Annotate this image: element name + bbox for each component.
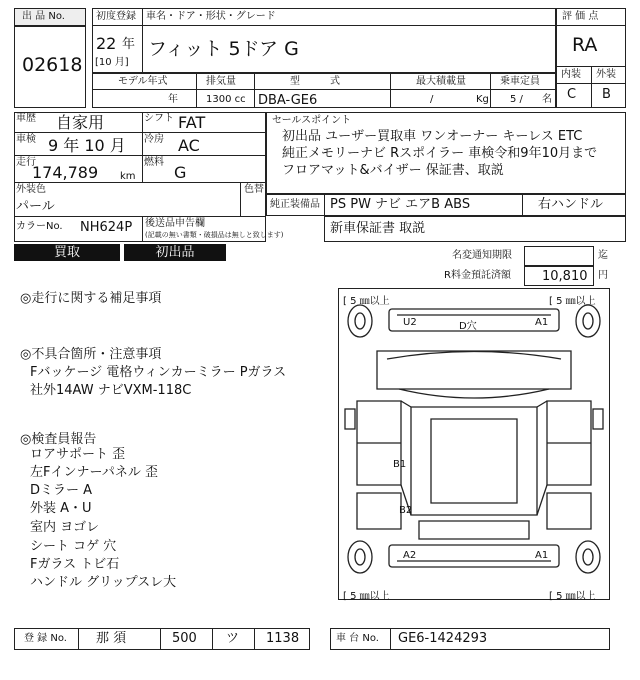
color-no-value: NH624P [80,220,133,235]
ac-label: 冷房 [144,134,164,145]
sales-line-1: 初出品 ユーザー買取車 ワンオーナー キーレス ETC [282,129,583,144]
equipment-value: PS PW ナビ エアB ABS [330,197,471,212]
recycle-value: 10,810 [542,269,588,284]
damage-front-center: D穴 [459,321,477,332]
damage-front-left: U2 [403,317,417,328]
chassis-number: GE6-1424293 [398,631,488,646]
exterior-label: 外装 [596,69,616,80]
displacement-label: 排気量 [206,76,236,87]
mileage-value: 174,789 [32,163,99,182]
registration-number: 1138 [266,631,300,646]
damage-rear-right: A1 [535,550,549,561]
damage-front-right: A1 [535,317,549,328]
aftermarket-label: 後送品申告欄 [145,218,205,229]
registration-class: 500 [172,631,197,646]
ac-value: AC [178,136,200,155]
mileage-label: 走行 [16,157,36,168]
registration-area: 那 須 [96,631,127,646]
displacement-value: 1300 cc [206,94,246,105]
fuel-label: 燃料 [144,157,164,168]
color-change-label: 色替 [244,184,264,195]
car-label: 車名・ドア・形状・グレード [146,11,276,22]
chassis-label: 車 台 No. [336,633,379,644]
capacity-separator: / [430,94,434,105]
sales-line-2: 純正メモリーナビ Rスポイラー 車検令和9年10月まで [282,146,598,161]
registration-label: 登 録 No. [24,633,67,644]
report-line-7: Fガラス トビ石 [30,557,120,572]
sales-line-3: フロアマット&バイザー 保証書、取説 [282,163,504,178]
history-value: 自家用 [56,113,105,132]
defects-title: ◎不具合箇所・注意事項 [20,347,162,362]
damage-side-b2: B2 [399,505,413,516]
model-year-label: モデル年式 [118,76,168,87]
notify-unit: 迄 [598,250,608,261]
report-line-4: 外装 A・U [30,501,92,516]
exterior-grade: B [602,87,611,102]
reg-year: 22 [96,34,117,53]
tag-purchase: 買取 [14,244,120,261]
tire-rear-left-depth: [ 5 ㎜以上 [343,591,390,602]
reg-year-unit: 年 [122,37,136,52]
interior-grade: C [567,87,577,102]
reg-month: [10 月] [95,57,129,68]
fuel-value: G [174,163,187,182]
aftermarket-note: (記載の無い書類・破損品は無しと致します) [145,231,284,239]
seats-value: 5 / [510,94,523,105]
report-line-3: Dミラー A [30,483,93,498]
lot-number: 02618 [22,54,83,76]
report-line-6: シート コゲ 穴 [30,539,117,554]
report-line-1: ロアサポート 歪 [30,447,126,462]
steering-side: 右ハンドル [538,197,604,212]
interior-label: 内装 [561,69,581,80]
equipment-label: 純正装備品 [270,199,320,210]
report-line-5: 室内 ヨゴレ [30,520,100,535]
seats-unit: 名 [542,94,552,105]
car-outline [339,289,609,599]
driving-notes-title: ◎走行に関する補足事項 [20,291,162,306]
score-value: RA [572,34,598,56]
report-line-8: ハンドル グリップスレ大 [30,575,177,590]
tire-front-right-depth: [ 5 ㎜以上 [549,296,596,307]
inspection-label: 車検 [16,134,36,145]
recycle-unit: 円 [598,270,608,281]
shift-label: シフト [144,113,174,124]
reg-label: 初度登録 [96,11,136,22]
shift-value: FAT [178,113,206,132]
defect-line-2: 社外14AW ナビVXM-118C [30,383,192,398]
inspection-value: 9 年 10 月 [48,136,126,155]
ext-color-value: パール [16,199,55,214]
aftermarket-value: 新車保証書 取説 [330,221,426,236]
tag-first-listing: 初出品 [124,244,226,261]
type-value: DBA-GE6 [258,93,318,108]
capacity-label: 最大積載量 [416,76,466,87]
damage-diagram [338,288,610,600]
ext-color-label: 外装色 [16,184,46,195]
tire-front-left-depth: [ 5 ㎜以上 [343,296,390,307]
registration-kana: ツ [226,631,240,646]
mileage-unit: km [120,171,136,182]
lot-label: 出 品 No. [22,11,65,22]
tire-rear-right-depth: [ 5 ㎜以上 [549,591,596,602]
damage-side-b1: B1 [393,459,407,470]
capacity-unit: Kg [476,94,489,105]
score-label: 評 価 点 [562,11,599,22]
sales-point-label: セールスポイント [272,115,352,126]
color-no-label: カラーNo. [16,221,63,232]
model-year-unit: 年 [168,94,178,105]
damage-rear-left: A2 [403,550,417,561]
seats-label: 乗車定員 [500,76,540,87]
report-line-2: 左Fインナーパネル 歪 [30,465,158,480]
inspector-title: ◎検査員報告 [20,432,97,447]
notify-label: 名変通知期限 [452,250,512,261]
history-label: 車歴 [16,113,36,124]
type-label: 型 式 [290,76,340,87]
notify-value-box [524,246,594,266]
defect-line-1: Fバッケージ 電格ウィンカーミラー Pガラス [30,365,287,380]
car-name: フィット 5ドア G [148,38,299,60]
recycle-label: R料金預託済額 [444,270,511,281]
